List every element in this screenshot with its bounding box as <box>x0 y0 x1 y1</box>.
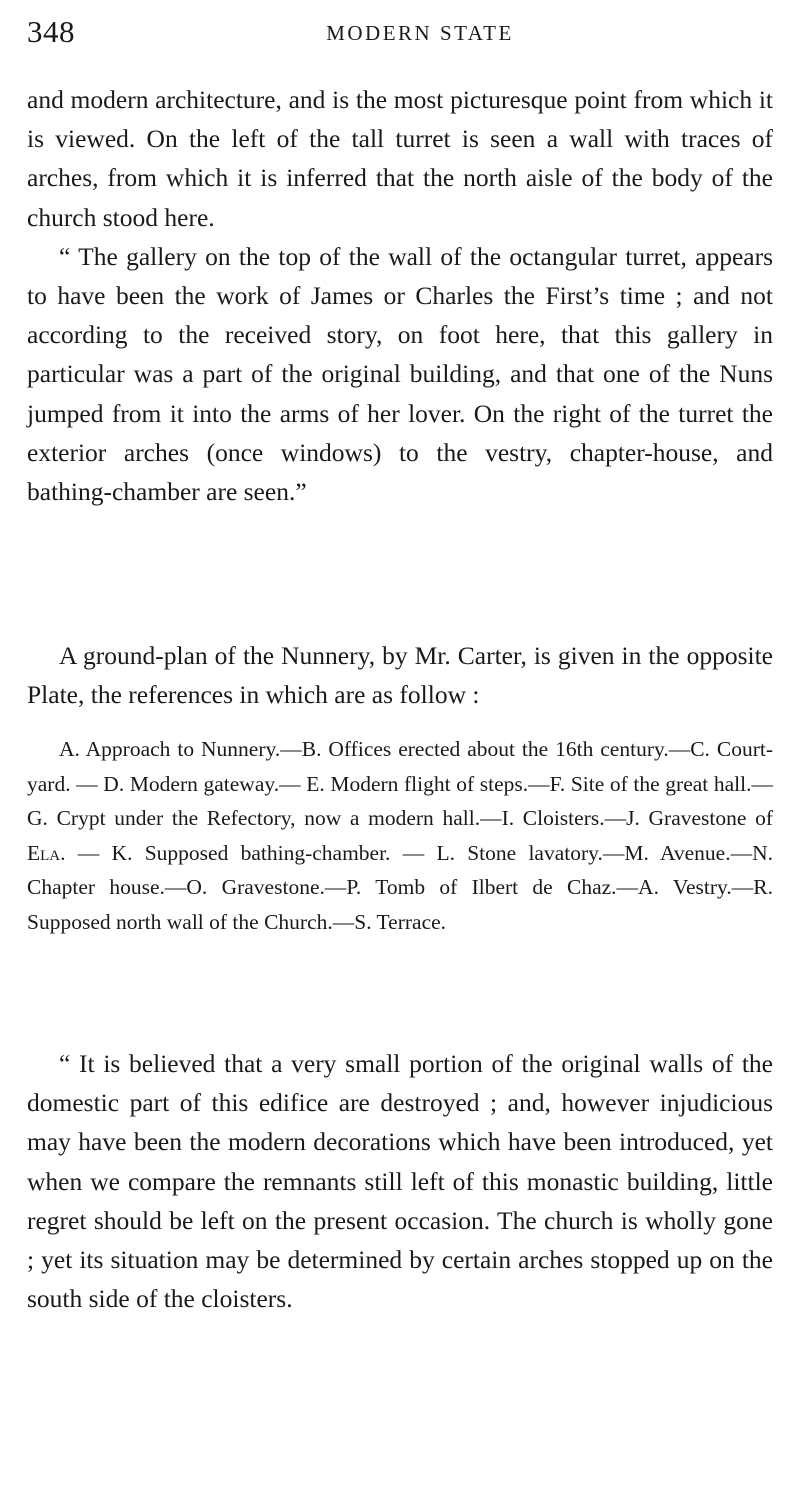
running-head <box>27 14 773 54</box>
closing-quote-paragraph: “ It is believed that a very small portion of the original walls of the domestic part of this edifice are destroyed ; and, however injudicious may have been the modern decorations which have been introduced, yet when we compare the remnants still left of this monastic building, little regret should be left on the present occasion. The church is wholly gone ; yet its situation may be determined by certain arches stopped up on the south side of the cloisters. <box>27 1049 773 1314</box>
plan-references-block <box>27 732 773 939</box>
continuation-paragraph: and modern architecture, and is the most picturesque point from which it is viewed. On the left of the tall turret is seen a wall with traces of arches, from which it is inferred that the north aisle of the body of the church stood here. <box>27 85 773 232</box>
references-name-ela: Ela <box>27 840 61 865</box>
page-number: 348 <box>27 14 75 49</box>
plan-references-paragraph <box>27 732 773 939</box>
body-text-top <box>27 80 773 511</box>
gallery-quote-paragraph: “ The gallery on the top of the wall of the octangular turret, appears to have been the work of James or Charles the First’s time ; and not according to the received story, on foot here, that this gallery in particular was a part of the original building, and that one of the Nuns jumped from it into the arms of her lover. On the right of the turret the exterior arches (once windows) to the vestry, chapter-house, and bathing-chamber are seen.” <box>27 241 773 507</box>
references-text-end: . — K. Supposed bathing-chamber. — L. Stone lavatory.—M. Avenue.—N. Chapter house.—O. Gravestone.—P. Tomb of Ilbert de Chaz.—A. Vestry.—R. Supposed north wall of the Church.—S. Terrace. <box>27 840 773 934</box>
ground-plan-block <box>27 636 773 714</box>
ground-plan-paragraph: A ground-plan of the Nunnery, by Mr. Carter, is given in the opposite Plate, the references in which are as follow : <box>27 641 773 710</box>
references-text-start: A. Approach to Nunnery.—B. Offices erected about the 16th century.—C. Court-yard. — D. Modern gateway.— E. Modern flight of steps.—F. Site of the great hall.—G. Crypt under the Refectory, now a modern hall.—I. Cloisters.—J. Gravestone of <box>27 737 773 830</box>
closing-quote-block <box>27 1044 773 1318</box>
running-title: MODERN STATE <box>326 21 514 45</box>
